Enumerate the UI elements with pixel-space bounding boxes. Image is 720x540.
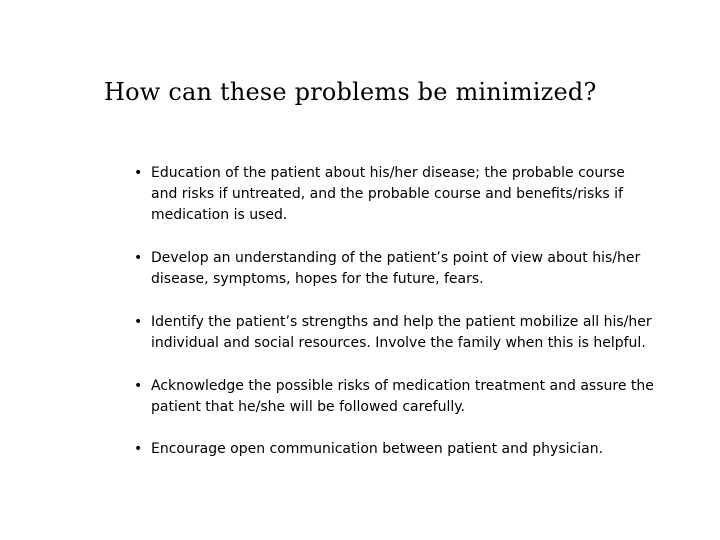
bullet-text: Education of the patient about his/her disease; the probable course and risks if untreated, and the probable course and benefits/risks if medication is used.	[151, 165, 625, 223]
bullet-dot-icon: •	[134, 314, 143, 330]
bullet-dot-icon: •	[134, 441, 143, 457]
bullet-text: Identify the patient’s strengths and help the patient mobilize all his/her individual and social resources. Involve the family when this is helpful.	[151, 314, 652, 351]
bullet-item	[134, 163, 654, 226]
bullet-item	[134, 376, 654, 418]
bullet-text: Encourage open communication between patient and physician.	[151, 441, 604, 457]
bullet-dot-icon: •	[134, 378, 143, 394]
bullet-item	[134, 312, 654, 354]
bullet-item	[134, 248, 654, 290]
bullet-text: Develop an understanding of the patient’s point of view about his/her disease, symptoms, hopes for the future, fears.	[151, 250, 641, 287]
bullet-text: Acknowledge the possible risks of medication treatment and assure the patient that he/she will be followed carefully.	[151, 378, 654, 415]
slide-title: How can these problems be minimized?	[104, 78, 597, 106]
bullet-list	[134, 163, 654, 482]
bullet-item	[134, 439, 654, 460]
bullet-dot-icon: •	[134, 165, 143, 181]
bullet-dot-icon: •	[134, 250, 143, 266]
